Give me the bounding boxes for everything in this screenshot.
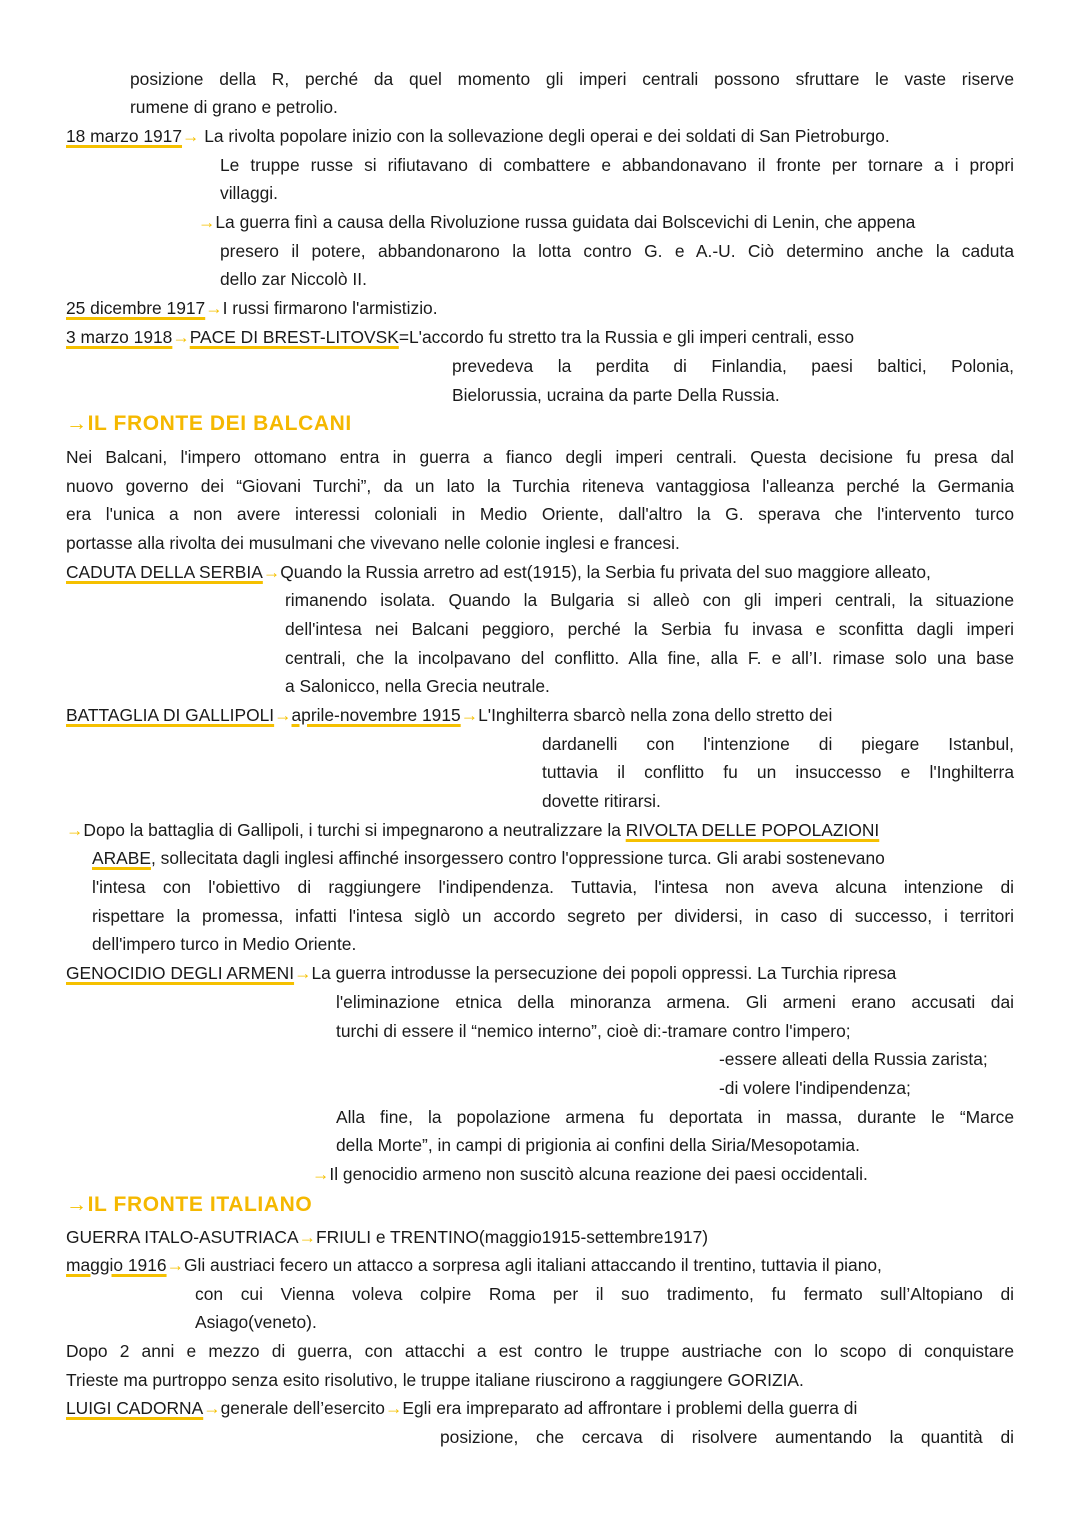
text-line: nuovo governo dei “Giovani Turchi”, da un lato la Turchia riteneva vantaggiosa l'alleanza perché la Germania [66, 476, 1014, 496]
text-line: rumene di grano e petrolio. [130, 97, 338, 117]
text-line: dello zar Niccolò II. [220, 269, 367, 289]
text-line: rimanendo isolata. Quando la Bulgaria si alleò con gli imperi centrali, la situazione [285, 590, 1014, 610]
entry-gallipoli [66, 704, 832, 726]
date-label: maggio 1916 [66, 1255, 167, 1275]
text-line: -di volere l'indipendenza; [719, 1078, 911, 1098]
text-line: posizione, che cercava di risolvere aumentando la quantità di [440, 1427, 1014, 1447]
right-arrow-icon: → [205, 298, 223, 318]
text-line: Alla fine, la popolazione armena fu deportata in massa, durante le “Marce [336, 1107, 1014, 1127]
topic-label: GENOCIDIO DEGLI ARMENI [66, 963, 295, 983]
section-heading-italiano: →IL FRONTE ITALIANO [66, 1193, 313, 1216]
bullet-line [198, 211, 915, 233]
right-arrow-icon: → [66, 412, 88, 435]
text-line: =L'accordo fu stretto tra la Russia e gli imperi centrali, esso [398, 327, 855, 347]
right-arrow-icon: → [312, 1164, 330, 1184]
text-line: Egli era impreparato ad affrontare i problemi della guerra di [402, 1398, 858, 1418]
entry-3-marzo-1918 [66, 326, 854, 348]
text-line: La rivolta popolare inizio con la sollevazione degli operai e dei soldati di San Pietroburgo. [204, 126, 890, 146]
right-arrow-icon: → [172, 327, 190, 347]
text-line: Dopo la battaglia di Gallipoli, i turchi si impegnarono a neutralizzare la [83, 820, 621, 840]
text-line: dell'intesa nei Balcani peggioro, perché la Serbia fu invasa e sconfitta dagli imperi [285, 619, 1014, 639]
date-label: 18 marzo 1917 [66, 126, 183, 146]
right-arrow-icon: → [460, 705, 479, 725]
text-line: turchi di essere il “nemico interno”, cioè di:-tramare contro l'impero; [336, 1021, 851, 1041]
text-line: con cui Vienna voleva colpire Roma per il suo tradimento, fu fermato sull’Altopiano di [195, 1284, 1014, 1304]
bullet-continuation [92, 847, 885, 869]
text-line: -essere alleati della Russia zarista; [719, 1049, 988, 1069]
text-line: rispettare la promessa, infatti l'intesa siglò un accordo segreto per dividersi, in caso di successo, i territori [92, 906, 1014, 926]
text-line: Le truppe russe si rifiutavano di combattere e abbandonavano il fronte per tornare a i propri [220, 155, 1014, 175]
text-line: Asiago(veneto). [195, 1312, 317, 1332]
text-line: l'intesa con l'obiettivo di raggiungere l'indipendenza. Tuttavia, l'intesa non aveva alcuna intenzione di [92, 877, 1014, 897]
text-line: FRIULI e TRENTINO(maggio1915-settembre1917) [315, 1227, 709, 1247]
right-arrow-icon: → [198, 212, 216, 232]
text-line: della Morte”, in campi di prigionia ai confini della Siria/Mesopotamia. [336, 1135, 860, 1155]
entry-18-marzo-1917 [66, 125, 890, 147]
right-arrow-icon: → [298, 1227, 316, 1247]
text-line: I russi firmarono l'armistizio. [222, 298, 438, 318]
text-line: villaggi. [220, 183, 278, 203]
right-arrow-icon: → [203, 1398, 221, 1418]
topic-label: GUERRA ITALO-ASUTRIACA [66, 1227, 299, 1247]
text-line: dardanelli con l'intenzione di piegare Istanbul, [542, 734, 1014, 754]
date-label: 25 dicembre 1917 [66, 298, 206, 318]
text-line: centrali, che la incolpavano del conflitto. Alla fine, alla F. e all’I. rimase solo una base [285, 648, 1014, 668]
right-arrow-icon: → [384, 1398, 403, 1418]
entry-guerra-italo-austriaca [66, 1226, 708, 1248]
text-line: Il genocidio armeno non suscitò alcuna reazione dei paesi occidentali. [329, 1164, 868, 1184]
text-line: generale dell’esercito [220, 1398, 385, 1418]
text-line: portasse alla rivolta dei musulmani che vivevano nelle colonie inglesi e francesi. [66, 533, 680, 553]
entry-genocidio-armeni [66, 962, 896, 984]
right-arrow-icon: → [166, 1255, 184, 1275]
text-line: L'Inghilterra sbarcò nella zona dello stretto dei [478, 705, 833, 725]
entry-luigi-cadorna [66, 1397, 857, 1419]
bullet-line [66, 819, 879, 841]
section-heading-balcani: →IL FRONTE DEI BALCANI [66, 412, 352, 435]
topic-label: LUIGI CADORNA [66, 1398, 204, 1418]
date-label: aprile-novembre 1915 [291, 705, 461, 725]
entry-caduta-serbia [66, 561, 931, 583]
right-arrow-icon: → [66, 1193, 88, 1216]
text-line: dovette ritirarsi. [542, 791, 661, 811]
bullet-line [312, 1163, 868, 1185]
text-line: Trieste ma purtroppo senza esito risolutivo, le truppe italiane riuscirono a raggiungere GORIZIA. [66, 1370, 804, 1390]
right-arrow-icon: → [182, 126, 200, 146]
text-line: Gli austriaci fecero un attacco a sorpresa agli italiani attaccando il trentino, tuttavia il piano, [183, 1255, 882, 1275]
topic-label: PACE DI BREST-LITOVSK [189, 327, 399, 347]
text-line: Bielorussia, ucraina da parte Della Russia. [452, 385, 780, 405]
topic-label: ARABE [92, 848, 151, 868]
text-line: tuttavia il conflitto fu un insuccesso e l'Inghilterra [542, 762, 1014, 782]
text-line: La guerra finì a causa della Rivoluzione russa guidata dai Bolscevichi di Lenin, che appena [215, 212, 916, 232]
text-line: presero il potere, abbandonarono la lotta contro G. e A.-U. Ciò determino anche la caduta [220, 241, 1014, 261]
right-arrow-icon: → [66, 820, 84, 840]
text-line: a Salonicco, nella Grecia neutrale. [285, 676, 550, 696]
right-arrow-icon: → [262, 562, 281, 582]
text-line: Dopo 2 anni e mezzo di guerra, con attacchi a est contro le truppe austriache con lo scopo di conquistare [66, 1341, 1014, 1361]
right-arrow-icon: → [274, 705, 292, 725]
topic-label: BATTAGLIA DI GALLIPOLI [66, 705, 275, 725]
right-arrow-icon: → [294, 963, 312, 983]
text-line: , sollecitata dagli inglesi affinché insorgessero contro l'oppressione turca. Gli arabi sostenevano [150, 848, 885, 868]
text-line: prevedeva la perdita di Finlandia, paesi baltici, Polonia, [452, 356, 1014, 376]
entry-maggio-1916 [66, 1254, 882, 1276]
text-line: posizione della R, perché da quel momento gli imperi centrali possono sfruttare le vaste riserve [130, 69, 1014, 89]
text-line: Quando la Russia arretro ad est(1915), la Serbia fu privata del suo maggiore alleato, [280, 562, 931, 582]
text-line: era l'unica a non avere interessi coloniali in Medio Oriente, dall'altro la G. sperava che l'intervento turco [66, 504, 1014, 524]
text-line: La guerra introdusse la persecuzione dei popoli oppressi. La Turchia ripresa [311, 963, 897, 983]
text-line: l'eliminazione etnica della minoranza armena. Gli armeni erano accusati dai [336, 992, 1014, 1012]
entry-25-dicembre-1917 [66, 297, 438, 319]
text-line: dell'impero turco in Medio Oriente. [92, 934, 357, 954]
date-label: 3 marzo 1918 [66, 327, 173, 347]
text-line: Nei Balcani, l'impero ottomano entra in guerra a fianco degli imperi centrali. Questa decisione fu presa dal [66, 447, 1014, 467]
topic-label: CADUTA DELLA SERBIA [66, 562, 263, 582]
topic-label: RIVOLTA DELLE POPOLAZIONI [625, 820, 880, 840]
